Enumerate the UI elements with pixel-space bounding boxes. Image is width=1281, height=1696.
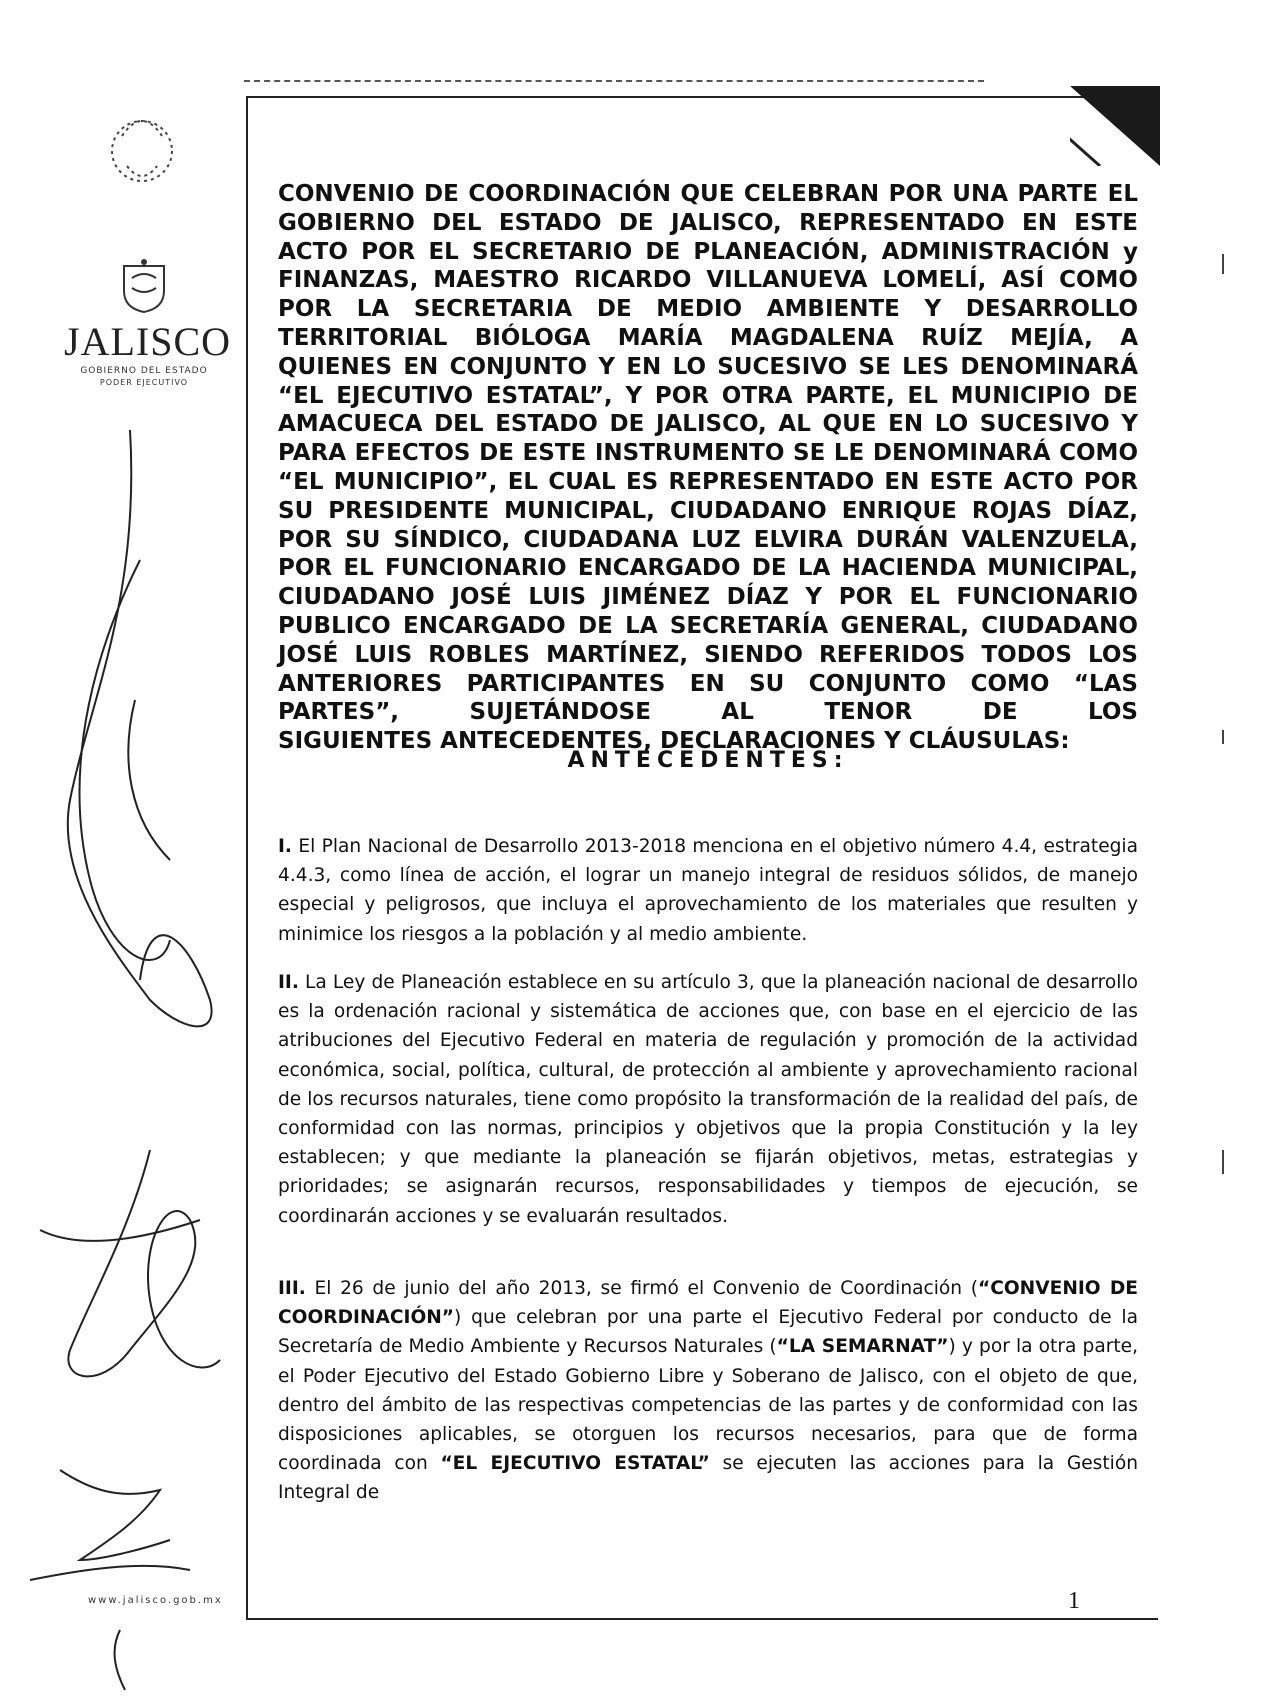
logo-subtitle-2: PODER EJECUTIVO bbox=[99, 378, 189, 387]
paragraph-3-text-g: se ejecuten las acciones para la Gestión Integral de bbox=[278, 1453, 1138, 1504]
paragraph-1-text: El Plan Nacional de Desarrollo 2013-2018 menciona en el objetivo número 4.4, estrategia 4.4.3, como línea de acción, el lograr un manejo integral de residuos sólidos, de manejo especial y peligrosos, que incluya el aprovechamiento de los materiales que resulten y minimice los riesgos a la población y al medio ambiente. bbox=[278, 836, 1138, 945]
logo-name: JALISCO bbox=[64, 319, 232, 364]
paragraph-1 bbox=[278, 832, 1138, 949]
paragraph-1-number: I. bbox=[278, 836, 292, 857]
corner-fold-mark bbox=[1070, 86, 1160, 166]
paragraph-2-text: La Ley de Planeación establece en su artículo 3, que la planeación nacional de desarrollo es la ordenación racional y sistemática de acciones que, con base en el ejercicio de las atribuciones del Ejecutivo Federal en materia de regulación y promoción de la actividad económica, social, política, cultural, de protección al ambiente y aprovechamiento racional de los recursos naturales, tiene como propósito la transformación de la realidad del país, de conformidad con las normas, principios y objetivos que la propia Constitución y la ley establecen; y que mediante la planeación se fijarán objetivos, metas, estrategias y prioridades; se asignarán recursos, responsabilidades y tiempos de ejecución, se coordinarán acciones y se evaluarán resultados. bbox=[278, 972, 1138, 1227]
page-number: 1 bbox=[1068, 1588, 1080, 1614]
top-dashed-line bbox=[244, 80, 984, 82]
paragraph-3-bold-convenio: “CONVENIO DE COORDINACIÓN” bbox=[278, 1278, 1138, 1329]
paragraph-3-text-c: ) que celebran por una parte el Ejecutivo Federal por conducto de la Secretaría de Medio Ambiente y Recursos Naturales ( bbox=[278, 1307, 1138, 1358]
paragraph-2-number: II. bbox=[278, 972, 299, 993]
crest-icon bbox=[92, 96, 192, 196]
paragraph-3-bold-semarnat: “LA SEMARNAT” bbox=[776, 1336, 949, 1358]
document-title bbox=[278, 180, 1138, 756]
title-last-line: SIGUIENTES ANTECEDENTES, DECLARACIONES Y CLÁUSULAS: bbox=[278, 728, 1070, 755]
paragraph-3-text-e: ) y por la otra parte, el Poder Ejecutivo del Estado Gobierno Libre y Soberano de Jalisco, con el objeto de que, dentro del ámbito de las respectivas competencias de las partes y de conformidad con las disposiciones aplicables, se otorguen los recursos necesarios, para que de forma coordinada con bbox=[278, 1336, 1138, 1475]
jalisco-logo bbox=[64, 256, 232, 387]
paragraph-3 bbox=[278, 1274, 1138, 1508]
title-text: CONVENIO DE COORDINACIÓN QUE CELEBRAN POR UNA PARTE EL GOBIERNO DEL ESTADO DE JALISCO, REPRESENTADO EN ESTE ACTO POR EL SECRETARIO DE PLANEACIÓN, ADMINISTRACIÓN y FINANZAS, MAESTRO RICARDO VILLANUEVA LOMELÍ, ASÍ COMO POR LA SECRETARIA DE MEDIO AMBIENTE Y DESARROLLO TERRITORIAL BIÓLOGA MARÍA MAGDALENA RUÍZ MEJÍA, A QUIENES EN CONJUNTO Y EN LO SUCESIVO SE LES DENOMINARÁ “EL EJECUTIVO ESTATAL”, Y POR OTRA PARTE, EL MUNICIPIO DE AMACUECA DEL ESTADO DE JALISCO, AL QUE EN LO SUCESIVO Y PARA EFECTOS DE ESTE INSTRUMENTO SE LE DENOMINARÁ COMO “EL MUNICIPIO”, EL CUAL ES REPRESENTADO EN ESTE ACTO POR SU PRESIDENTE MUNICIPAL, CIUDADANO ENRIQUE ROJAS DÍAZ, POR SU SÍNDICO, CIUDADANA LUZ ELVIRA DURÁN VALENZUELA, POR EL FUNCIONARIO ENCARGADO DE LA HACIENDA MUNICIPAL, CIUDADANO JOSÉ LUIS JIMÉNEZ DÍAZ Y POR EL FUNCIONARIO PUBLICO ENCARGADO DE LA SECRETARÍA GENERAL, CIUDADANO JOSÉ LUIS ROBLES MARTÍNEZ, SIENDO REFERIDOS TODOS LOS ANTERIORES PARTICIPANTES EN SU CONJUNTO COMO “LAS PARTES”, SUJETÁNDOSE AL TENOR DE LOS bbox=[278, 181, 1138, 726]
margin-mark bbox=[1222, 1150, 1224, 1174]
signature-marks bbox=[0, 0, 250, 1696]
margin-mark bbox=[1222, 254, 1224, 274]
logo-subtitle: GOBIERNO DEL ESTADO bbox=[80, 366, 208, 376]
state-coat-of-arms-icon bbox=[114, 256, 174, 316]
website-footer: www.jalisco.gob.mx bbox=[88, 1595, 223, 1606]
margin-mark bbox=[1222, 730, 1224, 744]
paragraph-3-number: III. bbox=[278, 1278, 306, 1299]
paragraph-3-bold-ejecutivo: “EL EJECUTIVO ESTATAL” bbox=[440, 1453, 710, 1475]
paragraph-3-text-a: El 26 de junio del año 2013, se firmó el Convenio de Coordinación ( bbox=[305, 1278, 978, 1299]
section-heading: ANTECEDENTES: bbox=[567, 748, 849, 773]
paragraph-2 bbox=[278, 968, 1138, 1231]
